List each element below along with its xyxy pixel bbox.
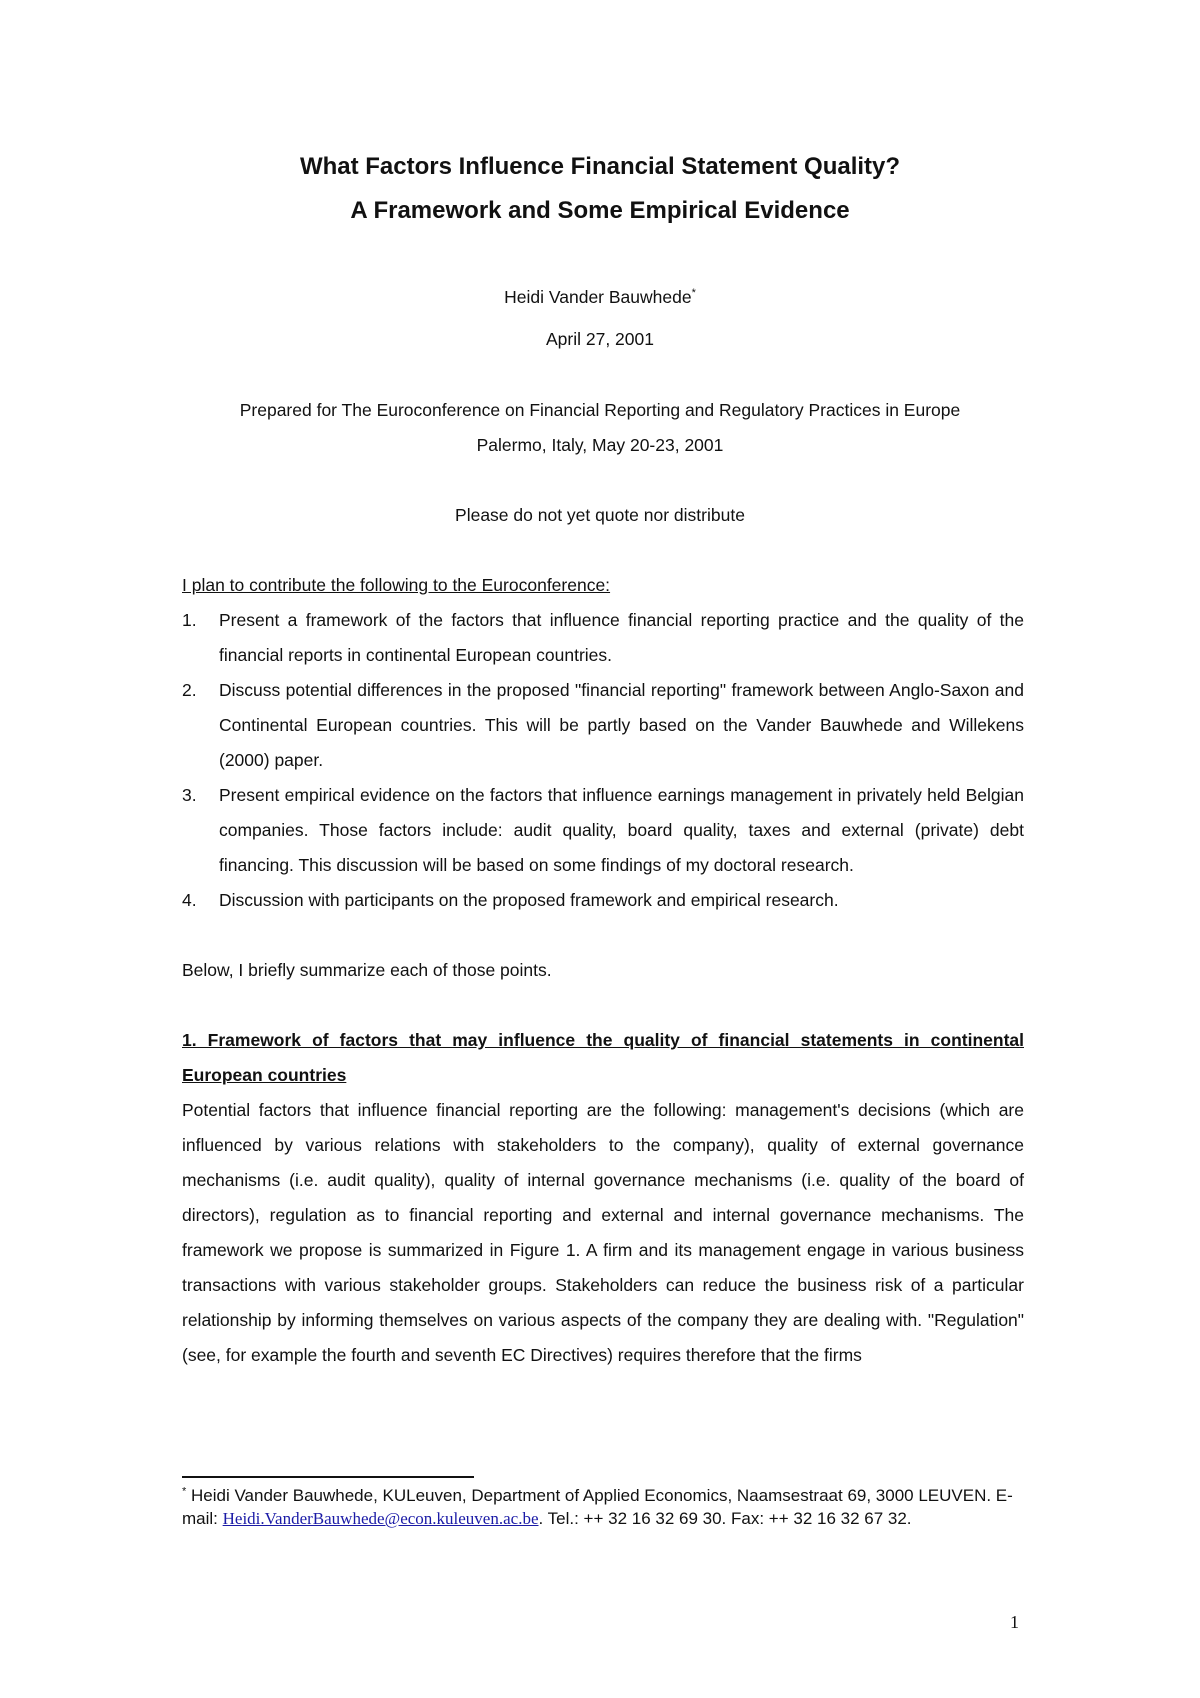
- title-line-2: A Framework and Some Empirical Evidence: [350, 197, 850, 224]
- summary-sentence: Below, I briefly summarize each of those points.: [182, 960, 552, 980]
- conference-line-1: Prepared for The Euroconference on Financial Reporting and Regulatory Practices in Europe: [239, 400, 961, 420]
- contributions-list: [182, 603, 1024, 918]
- paper-date: April 27, 2001: [546, 329, 654, 349]
- list-item-number: 3.: [182, 785, 197, 805]
- author-line: [0, 280, 1200, 314]
- section-1-paragraph: Potential factors that influence financial reporting are the following: management's decisions (which are influenced by various relations with stakeholders to the company), quality of external governance mechanisms (i.e. audit quality), quality of internal governance mechanisms (i.e. quality of the board of directors), regulation as to financial reporting and external and internal governance mechanisms. The framework we propose is summarized in Figure 1. A firm and its management engage in various business transactions with various stakeholder groups. Stakeholders can reduce the business risk of a particular relationship by informing themselves on various aspects of the company they are dealing with. "Regulation" (see, for example the fourth and seventh EC Directives) requires therefore that the firms: [182, 1100, 1024, 1365]
- paper-title: [0, 145, 1200, 233]
- contributions-section: [182, 568, 1024, 1373]
- list-item-text: Present a framework of the factors that influence financial reporting practice and the quality of the financial reports in continental European countries.: [219, 610, 1024, 665]
- list-item: [182, 673, 1024, 778]
- footnote-text-after: . Tel.: ++ 32 16 32 69 30. Fax: ++ 32 16 32 67 32.: [538, 1509, 912, 1528]
- list-item-text: Discussion with participants on the proposed framework and empirical research.: [219, 890, 839, 910]
- distribution-notice: Please do not yet quote nor distribute: [455, 505, 745, 525]
- conference-line-2: Palermo, Italy, May 20-23, 2001: [476, 435, 724, 455]
- list-item-text: Present empirical evidence on the factors that influence earnings management in privately held Belgian companies. Those factors include: audit quality, board quality, taxes and external (private) debt financing. This discussion will be based on some findings of my doctoral research.: [219, 785, 1024, 875]
- page-number: 1: [1010, 1612, 1019, 1632]
- contributions-intro: I plan to contribute the following to the Euroconference:: [182, 575, 611, 595]
- footnote-divider: [182, 1476, 474, 1478]
- footnote-text-before: Heidi Vander Bauwhede, KULeuven, Department of Applied Economics, Naamsestraat 69, 3000 LEUVEN. E-mail:: [182, 1486, 1013, 1528]
- list-item: [182, 778, 1024, 883]
- list-item-number: 4.: [182, 890, 197, 910]
- author-name: Heidi Vander Bauwhede: [504, 287, 692, 307]
- list-item-number: 1.: [182, 610, 197, 630]
- author-footnote-mark: *: [691, 287, 696, 300]
- title-line-1: What Factors Influence Financial Statement Quality?: [299, 153, 901, 180]
- list-item-number: 2.: [182, 680, 197, 700]
- section-1-heading: 1. Framework of factors that may influence the quality of financial statements in continental European countries: [182, 1030, 1024, 1085]
- author-email-link[interactable]: Heidi.VanderBauwhede@econ.kuleuven.ac.be: [222, 1509, 539, 1528]
- footnote-mark: *: [182, 1485, 187, 1498]
- author-footnote: [182, 1484, 1032, 1530]
- list-item-text: Discuss potential differences in the proposed "financial reporting" framework between Anglo-Saxon and Continental European countries. This will be partly based on the Vander Bauwhede and Willekens (2000) paper.: [219, 680, 1024, 770]
- list-item: [182, 883, 1024, 918]
- list-item: [182, 603, 1024, 673]
